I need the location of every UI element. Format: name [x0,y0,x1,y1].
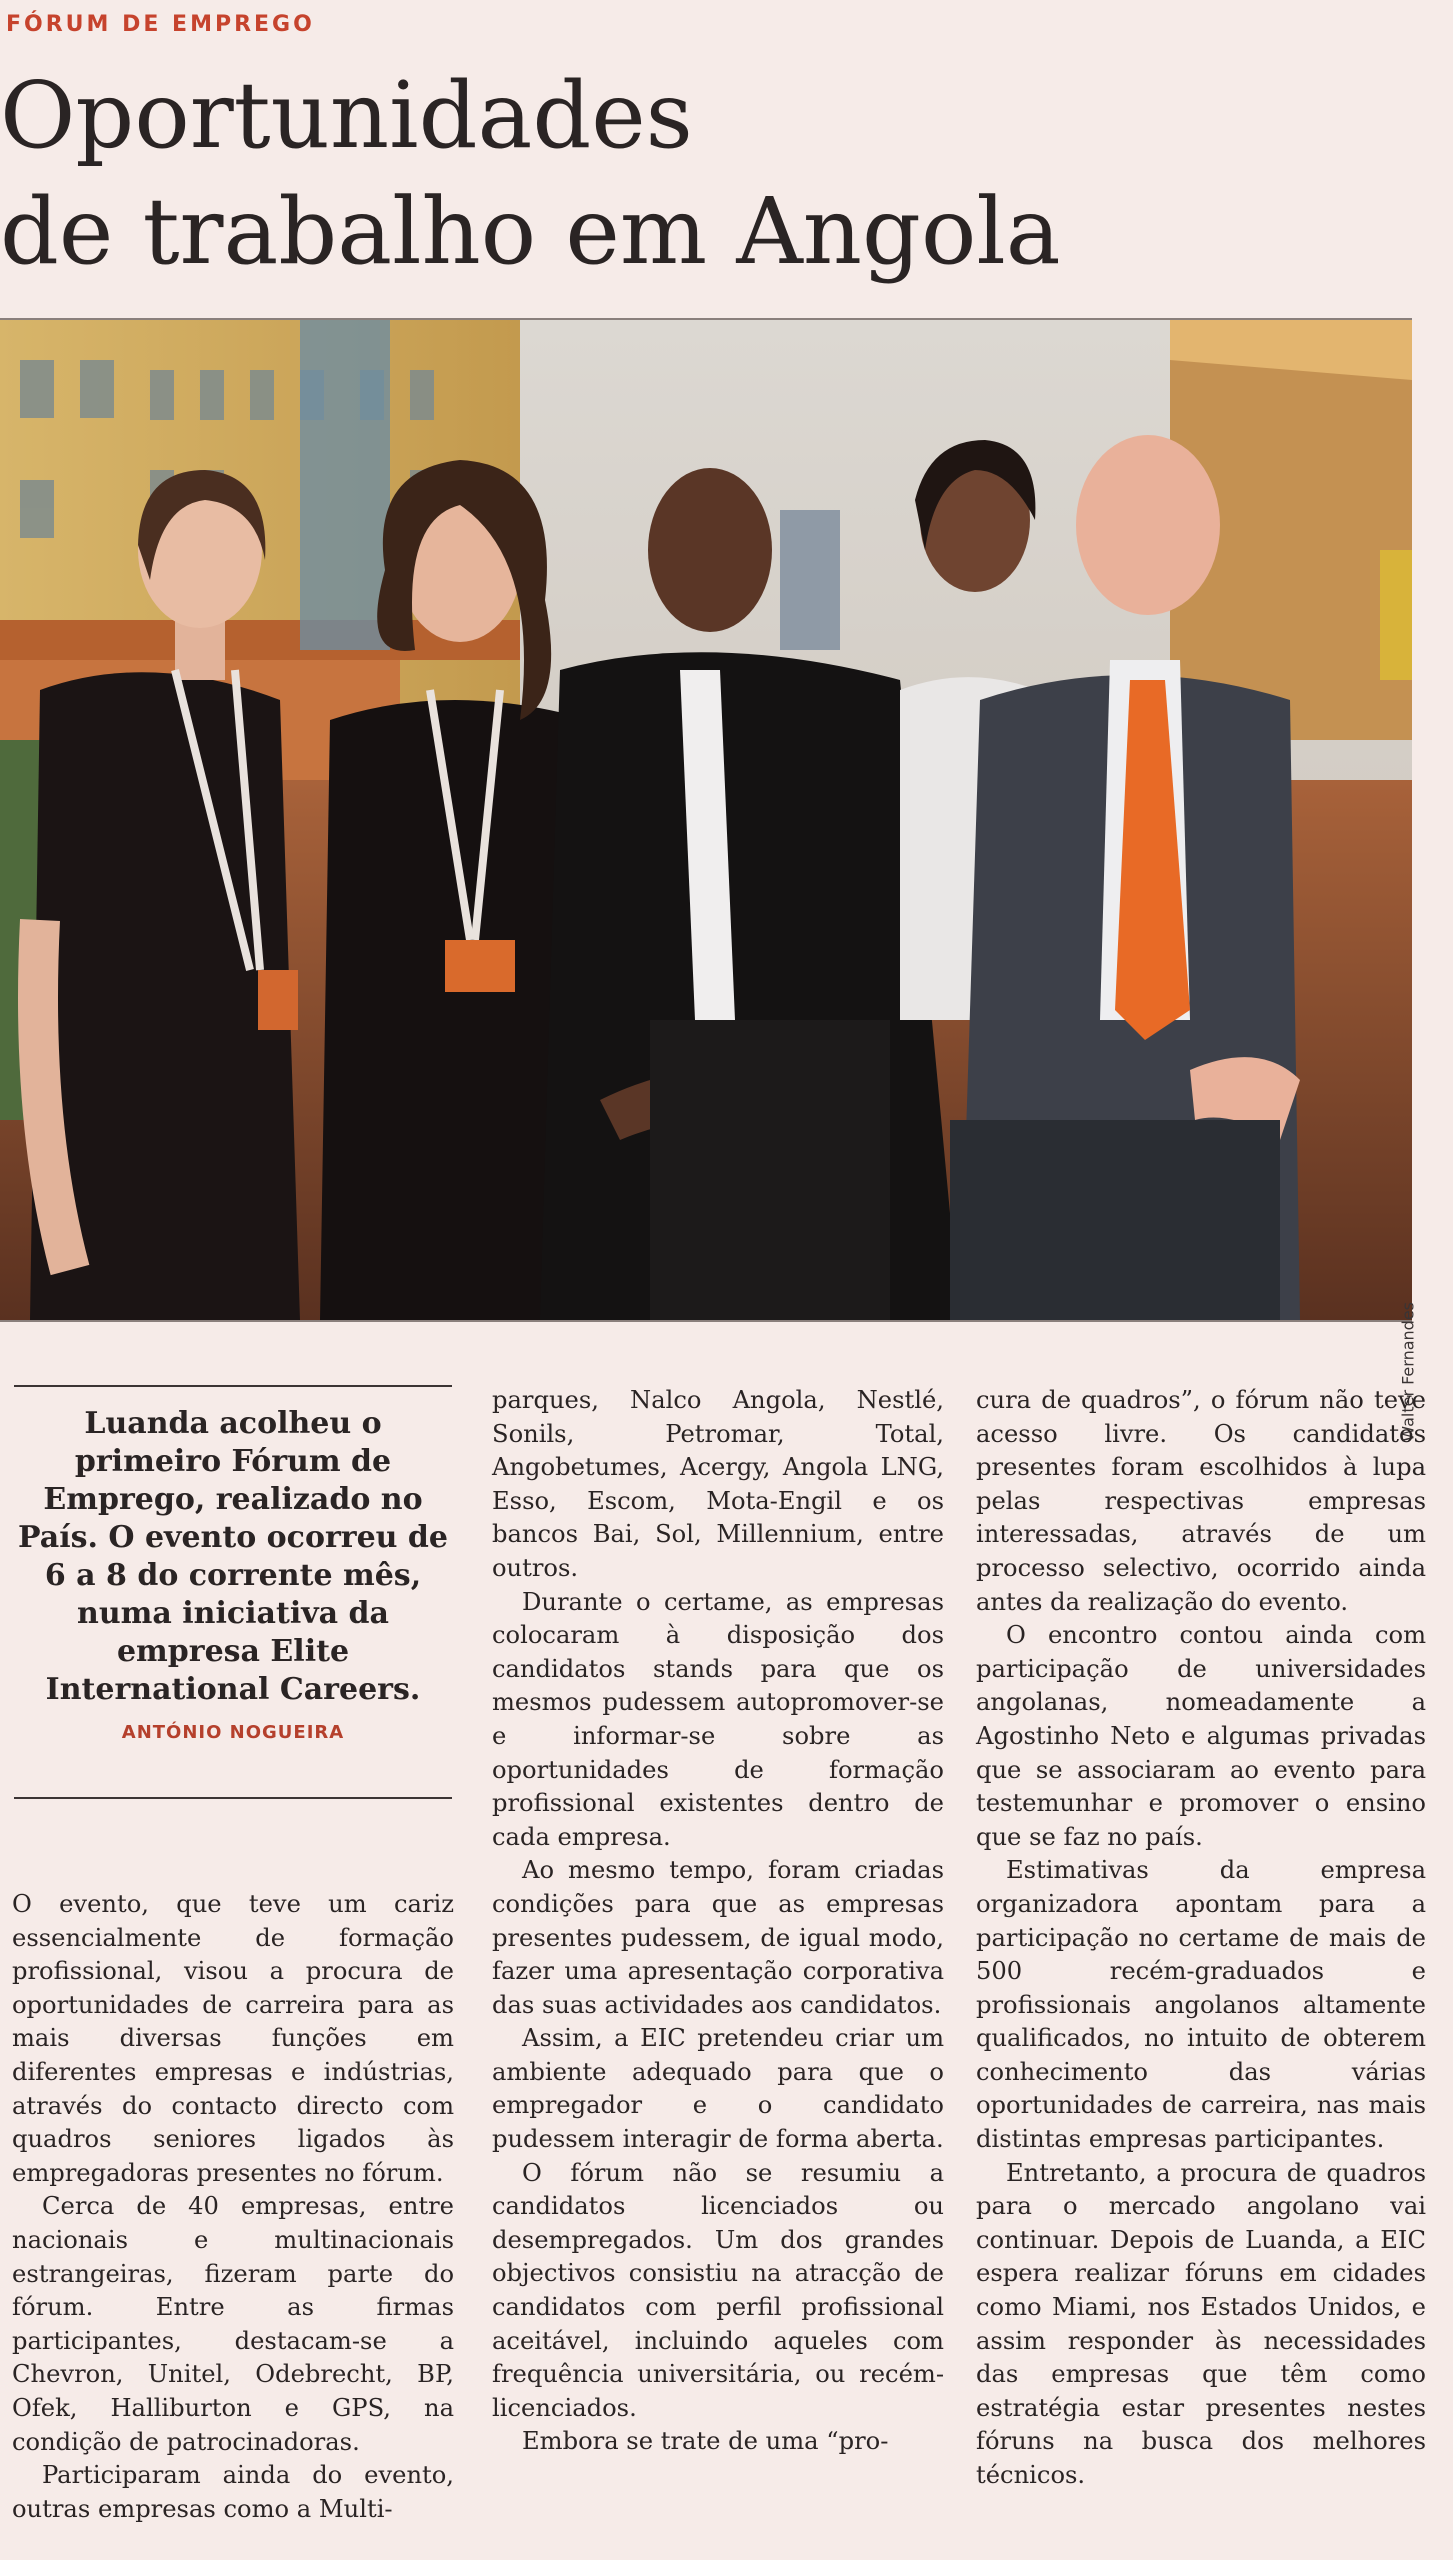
headline-line-1: Oportunidades [0,62,693,169]
body-paragraph: Entretanto, a procura de quadros para o mercado angolano vai continuar. Depois de Luanda, a EIC espera realizar fóruns em cidades como Miami, nos Estados Unidos, e assim responder às necessidades das empresas que têm como estratégia estar presentes nestes fóruns na busca dos melhores técnicos. [976,2158,1426,2489]
body-paragraph-continued: parques, Nalco Angola, Nestlé, Sonils, Petromar, Total, Angobetumes, Acergy, Angola LNG, Esso, Escom, Mota-Engil e os bancos Bai, Sol, Millennium, entre outros. [492,1386,944,1582]
headline [0,58,1180,290]
section-label: FÓRUM DE EMPREGO [6,12,315,37]
body-paragraph: Durante o certame, as empresas colocaram à disposição dos candidatos stands para que os mesmos pudessem autopromover-se e informar-se sobre as oportunidades de formação profissional existentes dentro de cada empresa. [492,1587,944,1851]
body-paragraph-continued: cura de quadros”, o fórum não teve acesso livre. Os candidatos presentes foram escolhidos à lupa pelas respectivas empresas interessadas, através de um processo selectivo, ocorrido ainda antes da realização do evento. [976,1386,1426,1616]
body-column-1 [12,1888,454,2526]
body-paragraph: O fórum não se resumiu a candidatos licenciados ou desempregados. Um dos grandes objectivos consistiu na atracção de candidatos com perfil profissional aceitável, incluindo aqueles com frequência universitária, ou recém-licenciados. [492,2158,944,2422]
body-paragraph: Assim, a EIC pretendeu criar um ambiente adequado para que o empregador e o candidato pudessem interagir de forma aberta. [492,2024,944,2154]
byline: ANTÓNIO NOGUEIRA [121,1722,345,1743]
lead-rule-top [14,1385,452,1387]
photo-credit: Walter Fernandes [1399,1302,1418,1442]
body-column-2 [492,1384,944,2459]
body-paragraph: Embora se trate de uma “pro- [522,2427,889,2456]
group-photo-illustration [0,320,1412,1320]
body-paragraph: Cerca de 40 empresas, entre nacionais e multinacionais estrangeiras, fizeram parte do fórum. Entre as firmas participantes, destacam-se a Chevron, Unitel, Odebrecht, BP, Ofek, Halliburton e GPS, na condição de patrocinadoras. [12,2192,454,2456]
body-paragraph: Ao mesmo tempo, foram criadas condições para que as empresas presentes pudessem, de igual modo, fazer uma apresentação corporativa das suas actividades aos candidatos. [492,1856,944,2019]
body-paragraph: Estimativas da empresa organizadora apontam para a participação no certame de mais de 500 recém-graduados e profissionais angolanos altamente qualificados, no intuito de obterem conhecimento das várias oportunidades de carreira, nas mais distintas empresas participantes. [976,1856,1426,2154]
body-paragraph: O evento, que teve um cariz essencialmente de formação profissional, visou a procura de oportunidades de carreira para as mais diversas funções em diferentes empresas e indústrias, através do contacto directo com quadros seniores ligados às empregadoras presentes no fórum. [12,1890,454,2187]
body-paragraph: O encontro contou ainda com participação de universidades angolanas, nomeadamente a Agostinho Neto e algumas privadas que se associaram ao evento para testemunhar e promover o ensino que se faz no país. [976,1621,1426,1851]
body-paragraph: Participaram ainda do evento, outras empresas como a Multi- [12,2461,454,2523]
lead-rule-bottom [14,1797,452,1799]
body-column-3 [976,1384,1426,2493]
headline-line-2: de trabalho em Angola [0,178,1061,285]
group-photo [0,318,1418,1442]
lead-paragraph: Luanda acolheu o primeiro Fórum de Emprego, realizado no País. O evento ocorreu de 6 a 8 do corrente mês, numa iniciativa da empresa Elite International Careers. [18,1406,448,1707]
